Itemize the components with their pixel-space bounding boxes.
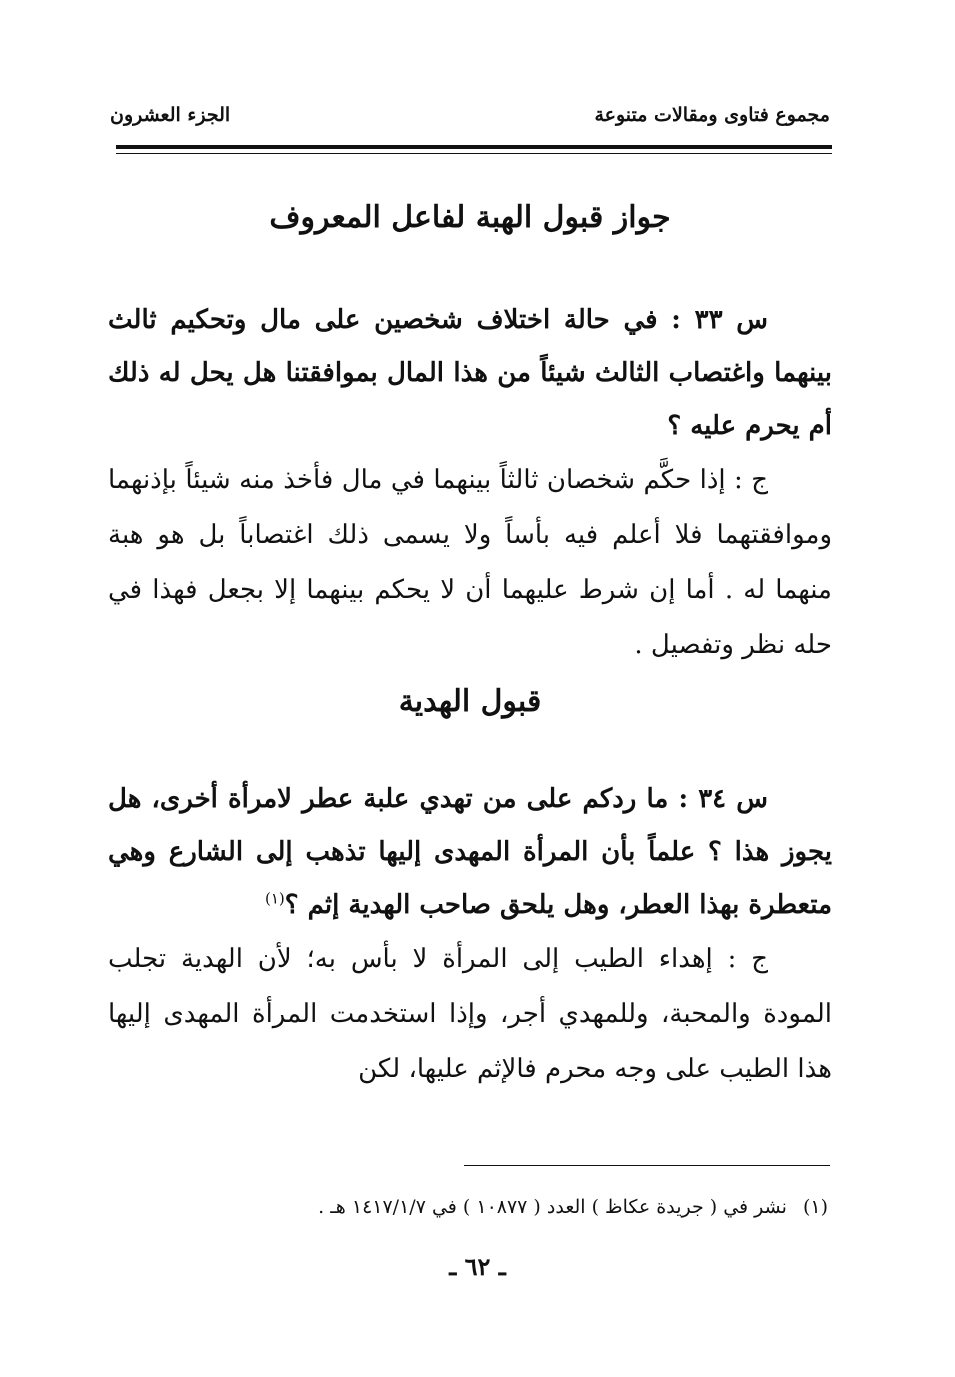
page-number: ـ ٦٢ ـ	[449, 1252, 506, 1281]
book-title: مجموع فتاوى ومقالات متنوعة	[594, 104, 830, 126]
qa-block	[108, 294, 832, 673]
footnote-text: نشر في ( جريدة عكاظ ) العدد ( ١٠٨٧٧ ) في ١٤١٧/١/٧ هـ .	[318, 1196, 787, 1218]
question-text: س ٣٣ : في حالة اختلاف شخصين على مال وتحكيم ثالث بينهما واغتصاب الثالث شيئاً من هذا المال بموافقتنا هل يحل له ذلك أم يحرم عليه ؟	[108, 305, 832, 441]
answer-text: ج : إذا حكَّم شخصان ثالثاً بينهما في مال فأخذ منه شيئاً بإذنهما وموافقتهما فلا أعلم فيه بأساً ولا يسمى ذلك اغتصاباً بل هو هبة منهما له . أما إن شرط عليهما أن لا يحكم بينهما إلا بجعل فهذا في حله نظر وتفصيل .	[108, 465, 832, 660]
footnote-marker: (١)	[802, 1196, 828, 1218]
footnote	[110, 1192, 828, 1222]
header-rule-thin	[116, 153, 832, 154]
section-title: قبول الهدية	[398, 684, 542, 719]
section-title: جواز قبول الهبة لفاعل المعروف	[269, 200, 671, 235]
question-paragraph	[108, 773, 832, 932]
footnote-reference: (١)	[264, 889, 285, 908]
qa-block	[108, 773, 832, 1097]
footnote-separator	[464, 1165, 830, 1166]
volume-label: الجزء العشرون	[110, 104, 231, 126]
question-text: س ٣٤ : ما ردكم على من تهدي علبة عطر لامرأة أخرى، هل يجوز هذا ؟ علماً بأن المرأة المهدى إليها تذهب إلى الشارع وهي متعطرة بهذا العطر، وهل يلحق صاحب الهدية إثم ؟	[108, 784, 832, 920]
header-rule-thick	[116, 145, 832, 149]
running-header	[110, 98, 830, 132]
answer-text: ج : إهداء الطيب إلى المرأة لا بأس به؛ لأن الهدية تجلب المودة والمحبة، وللمهدي أجر، وإذا استخدمت المرأة المهدى إليها هذا الطيب على وجه محرم فالإثم عليها، لكن	[108, 944, 832, 1084]
